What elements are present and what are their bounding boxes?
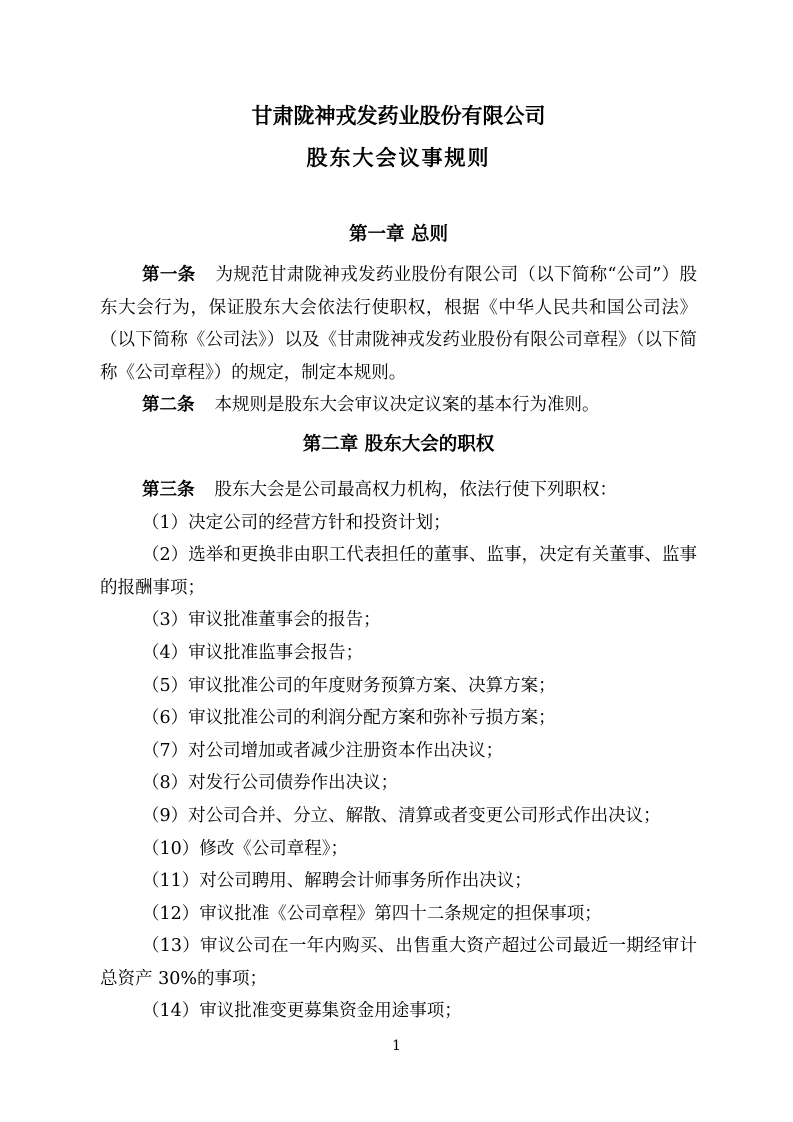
list-item-6: （6）审议批准公司的利润分配方案和弥补亏损方案； [142,708,556,729]
list-item-2: （2）选举和更换非由职工代表担任的董事、监事，决定有关董事、监事的报酬事项； [100,545,697,598]
article-3-label: 第三条 [142,479,195,500]
list-item-12: （12）审议批准《公司章程》第四十二条规定的担保事项； [142,903,602,924]
chapter-2-heading: 第二章 股东大会的职权 [302,433,495,455]
list-item-4: （4）审议批准监事会报告； [142,642,364,663]
article-2-paragraph [100,389,697,422]
article-3-text: 股东大会是公司最高权力机构，依法行使下列职权： [214,479,617,500]
list-item-10: （10）修改《公司章程》； [142,838,349,859]
article-1-label: 第一条 [142,265,196,285]
list-item-3: （3）审议批准董事会的报告； [142,610,381,631]
document-content [100,0,697,1028]
document-subtitle: 股东大会议事规则 [306,145,491,170]
company-name: 甘肃陇神戎发药业股份有限公司 [251,103,546,128]
article-2-text: 本规则是股东大会审议决定议案的基本行为准则。 [214,395,600,416]
list-item-9: （9）对公司合并、分立、解散、清算或者变更公司形式作出决议； [142,805,661,826]
article-1-paragraph [100,259,697,389]
page-number: 1 [392,1038,401,1054]
list-item-5: （5）审议批准公司的年度财务预算方案、决算方案； [142,675,556,696]
document-title [100,95,697,179]
list-item-7: （7）对公司增加或者减少注册资本作出决议； [142,740,504,761]
article-1-text: 为规范甘肃陇神戎发药业股份有限公司（以下简称“公司”）股东大会行为，保证股东大会依法行使职权，根据《中华人民共和国公司法》（以下简称《公司法》）以及《甘肃陇神戎发药业股份有限公司章程》（以下简称《公司章程》）的规定，制定本规则。 [100,265,697,383]
list-item-14: （14）审议批准变更募集资金用途事项； [142,1001,462,1022]
chapter-1-heading: 第一章 总则 [349,224,448,245]
list-item-13: （13）审议公司在一年内购买、出售重大资产超过公司最近一期经审计总资产 30%的事项； [100,936,697,989]
article-3-paragraph [100,474,697,507]
list-item-8: （8）对发行公司债券作出决议； [142,773,399,794]
article-2-label: 第二条 [142,395,195,416]
list-item-11: （11）对公司聘用、解聘会计师事务所作出决议； [142,871,532,892]
list-item-1: （1）决定公司的经营方针和投资计划； [142,512,451,533]
